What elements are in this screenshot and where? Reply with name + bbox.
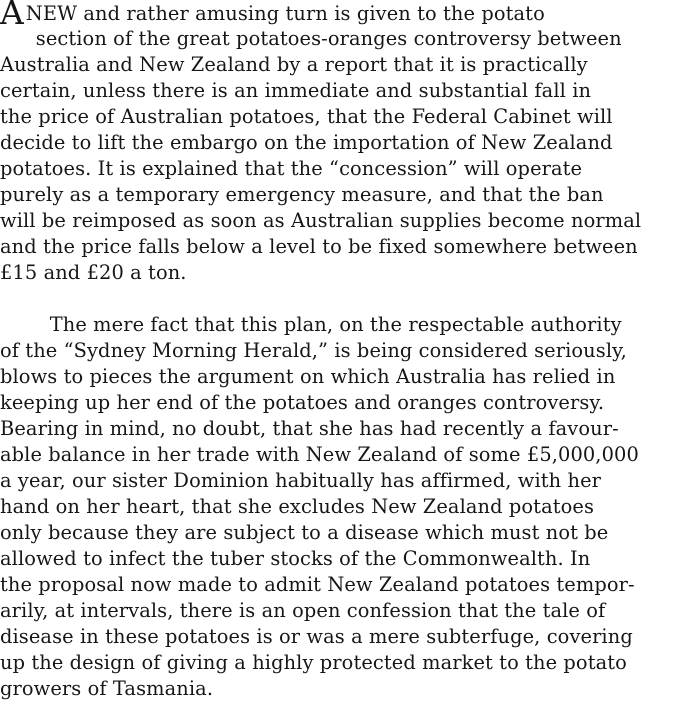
paragraph-1-line-2: section of the great potatoes-oranges controversy between [35, 27, 622, 50]
paragraph-2-line-4: keeping up her end of the potatoes and oranges controversy. [0, 391, 605, 414]
article-paragraph-2 [0, 312, 688, 702]
paragraph-2-line-1: The mere fact that this plan, on the respectable authority [49, 313, 622, 336]
paragraph-1-line-8: purely as a temporary emergency measure, and that the ban [0, 183, 604, 206]
paragraph-1-line-10: and the price falls below a level to be fixed somewhere between [0, 235, 638, 258]
paragraph-2-line-7: a year, our sister Dominion habitually has affirmed, with her [0, 469, 602, 492]
drop-cap: A [0, 0, 24, 32]
article-paragraph-1 [0, 0, 688, 286]
paragraph-2-line-5: Bearing in mind, no doubt, that she has had recently a favour- [0, 417, 619, 440]
paragraph-2-line-15: growers of Tasmania. [0, 677, 214, 700]
paragraph-2-line-9: only because they are subject to a disease which must not be [0, 521, 609, 544]
paragraph-1-line-4: certain, unless there is an immediate and substantial fall in [0, 79, 592, 102]
paragraph-1-line-6: decide to lift the embargo on the importation of New Zealand [0, 131, 613, 154]
paragraph-1-line-5: the price of Australian potatoes, that the Federal Cabinet will [0, 105, 613, 128]
paragraph-2-line-3: blows to pieces the argument on which Australia has relied in [0, 365, 616, 388]
line-text: NEW and rather amusing turn is given to the potato [25, 2, 545, 25]
paragraph-2-line-13: disease in these potatoes is or was a mere subterfuge, covering [0, 625, 633, 648]
paragraph-2-line-6: able balance in her trade with New Zealand of some £5,000,000 [0, 443, 639, 466]
paragraph-1-line-11: £15 and £20 a ton. [0, 261, 187, 284]
paragraph-1-line-9: will be reimposed as soon as Australian supplies become normal [0, 209, 642, 232]
paragraph-2-line-14: up the design of giving a highly protected market to the potato [0, 651, 627, 674]
paragraph-2-line-11: the proposal now made to admit New Zealand potatoes tempor- [0, 573, 635, 596]
paragraph-1-line-7: potatoes. It is explained that the “concession” will operate [0, 157, 583, 180]
paragraph-2-line-2: of the “Sydney Morning Herald,” is being considered seriously, [0, 339, 627, 362]
paragraph-1-line-1 [0, 0, 684, 32]
paragraph-2-line-12: arily, at intervals, there is an open confession that the tale of [0, 599, 606, 622]
paragraph-2-line-8: hand on her heart, that she excludes New Zealand potatoes [0, 495, 595, 518]
paragraph-2-line-10: allowed to infect the tuber stocks of the Commonwealth. In [0, 547, 591, 570]
paragraph-1-line-3: Australia and New Zealand by a report that it is practically [0, 53, 588, 76]
